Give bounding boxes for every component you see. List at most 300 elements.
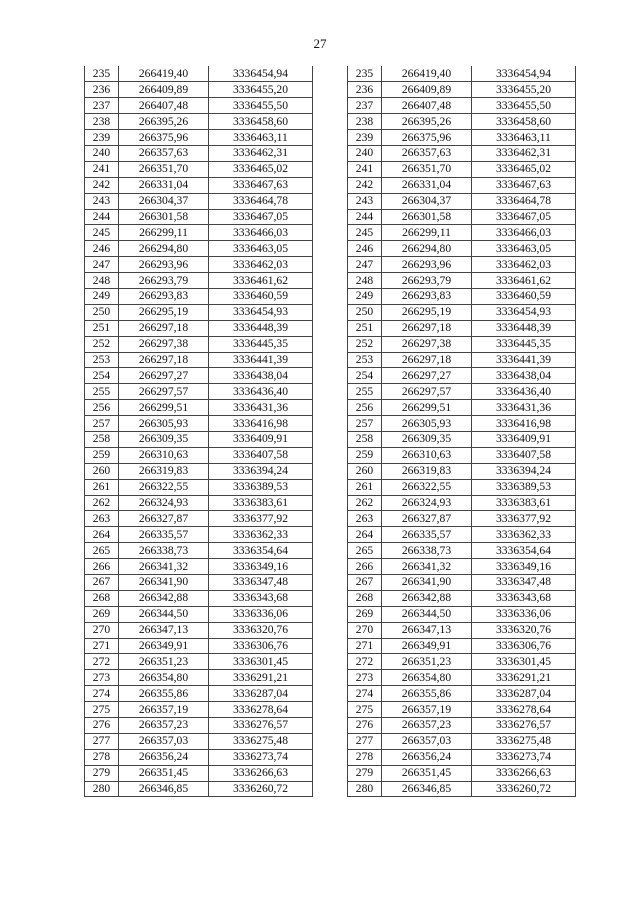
x-coordinate-cell: 266357,63 xyxy=(119,145,209,161)
y-coordinate-cell: 3336464,78 xyxy=(472,193,576,209)
x-coordinate-cell: 266294,80 xyxy=(119,241,209,257)
point-number-cell: 255 xyxy=(85,384,119,400)
y-coordinate-cell: 3336336,06 xyxy=(472,606,576,622)
x-coordinate-cell: 266297,18 xyxy=(382,320,472,336)
point-number-cell: 264 xyxy=(85,527,119,543)
x-coordinate-cell: 266349,91 xyxy=(119,638,209,654)
point-number-cell: 245 xyxy=(85,225,119,241)
table-row xyxy=(85,114,313,130)
x-coordinate-cell: 266355,86 xyxy=(382,686,472,702)
x-coordinate-cell: 266331,04 xyxy=(119,177,209,193)
table-row xyxy=(348,447,576,463)
point-number-cell: 267 xyxy=(85,575,119,591)
point-number-cell: 247 xyxy=(85,257,119,273)
table-row xyxy=(85,336,313,352)
point-number-cell: 279 xyxy=(348,765,382,781)
x-coordinate-cell: 266409,89 xyxy=(119,82,209,98)
y-coordinate-cell: 3336354,64 xyxy=(209,543,313,559)
point-number-cell: 239 xyxy=(348,130,382,146)
x-coordinate-cell: 266357,19 xyxy=(119,702,209,718)
x-coordinate-cell: 266341,90 xyxy=(119,575,209,591)
x-coordinate-cell: 266357,63 xyxy=(382,145,472,161)
table-row xyxy=(85,98,313,114)
x-coordinate-cell: 266331,04 xyxy=(382,177,472,193)
table-row xyxy=(348,241,576,257)
table-row xyxy=(348,575,576,591)
y-coordinate-cell: 3336436,40 xyxy=(209,384,313,400)
x-coordinate-cell: 266347,13 xyxy=(382,622,472,638)
y-coordinate-cell: 3336463,11 xyxy=(209,130,313,146)
table-row xyxy=(85,543,313,559)
y-coordinate-cell: 3336467,63 xyxy=(209,177,313,193)
y-coordinate-cell: 3336458,60 xyxy=(209,114,313,130)
table-row xyxy=(348,225,576,241)
point-number-cell: 252 xyxy=(348,336,382,352)
point-number-cell: 235 xyxy=(348,66,382,82)
x-coordinate-cell: 266354,80 xyxy=(382,670,472,686)
y-coordinate-cell: 3336278,64 xyxy=(209,702,313,718)
point-number-cell: 244 xyxy=(85,209,119,225)
y-coordinate-cell: 3336394,24 xyxy=(209,463,313,479)
point-number-cell: 248 xyxy=(348,273,382,289)
table-row xyxy=(348,66,576,82)
point-number-cell: 279 xyxy=(85,765,119,781)
x-coordinate-cell: 266304,37 xyxy=(119,193,209,209)
y-coordinate-cell: 3336409,91 xyxy=(209,431,313,447)
y-coordinate-cell: 3336273,74 xyxy=(472,749,576,765)
point-number-cell: 261 xyxy=(85,479,119,495)
point-number-cell: 252 xyxy=(85,336,119,352)
table-row xyxy=(348,98,576,114)
table-row xyxy=(348,130,576,146)
y-coordinate-cell: 3336377,92 xyxy=(472,511,576,527)
y-coordinate-cell: 3336455,50 xyxy=(472,98,576,114)
y-coordinate-cell: 3336320,76 xyxy=(209,622,313,638)
table-row xyxy=(85,273,313,289)
table-row xyxy=(85,66,313,82)
y-coordinate-cell: 3336462,03 xyxy=(209,257,313,273)
point-number-cell: 241 xyxy=(85,161,119,177)
point-number-cell: 277 xyxy=(348,733,382,749)
point-number-cell: 241 xyxy=(348,161,382,177)
table-row xyxy=(348,257,576,273)
table-row xyxy=(348,765,576,781)
table-row xyxy=(348,559,576,575)
table-row xyxy=(348,209,576,225)
y-coordinate-cell: 3336455,20 xyxy=(209,82,313,98)
y-coordinate-cell: 3336467,05 xyxy=(472,209,576,225)
table-row xyxy=(348,416,576,432)
y-coordinate-cell: 3336266,63 xyxy=(472,765,576,781)
x-coordinate-cell: 266309,35 xyxy=(119,431,209,447)
point-number-cell: 266 xyxy=(85,559,119,575)
x-coordinate-cell: 266351,45 xyxy=(119,765,209,781)
point-number-cell: 268 xyxy=(85,590,119,606)
x-coordinate-cell: 266310,63 xyxy=(382,447,472,463)
y-coordinate-cell: 3336464,78 xyxy=(209,193,313,209)
point-number-cell: 238 xyxy=(348,114,382,130)
table-row xyxy=(85,559,313,575)
x-coordinate-cell: 266346,85 xyxy=(119,781,209,797)
y-coordinate-cell: 3336407,58 xyxy=(209,447,313,463)
table-row xyxy=(348,543,576,559)
x-coordinate-cell: 266395,26 xyxy=(119,114,209,130)
x-coordinate-cell: 266297,18 xyxy=(119,352,209,368)
y-coordinate-cell: 3336291,21 xyxy=(472,670,576,686)
table-row xyxy=(348,590,576,606)
x-coordinate-cell: 266356,24 xyxy=(382,749,472,765)
table-row xyxy=(348,273,576,289)
table-row xyxy=(348,638,576,654)
table-row xyxy=(348,781,576,797)
y-coordinate-cell: 3336455,20 xyxy=(472,82,576,98)
point-number-cell: 240 xyxy=(348,145,382,161)
x-coordinate-cell: 266293,79 xyxy=(382,273,472,289)
x-coordinate-cell: 266351,23 xyxy=(382,654,472,670)
x-coordinate-cell: 266341,32 xyxy=(382,559,472,575)
table-row xyxy=(85,654,313,670)
y-coordinate-cell: 3336287,04 xyxy=(472,686,576,702)
x-coordinate-cell: 266322,55 xyxy=(382,479,472,495)
point-number-cell: 280 xyxy=(348,781,382,797)
point-number-cell: 246 xyxy=(348,241,382,257)
x-coordinate-cell: 266344,50 xyxy=(382,606,472,622)
table-row xyxy=(85,781,313,797)
y-coordinate-cell: 3336394,24 xyxy=(472,463,576,479)
y-coordinate-cell: 3336461,62 xyxy=(472,273,576,289)
table-row xyxy=(85,130,313,146)
table-row xyxy=(85,479,313,495)
point-number-cell: 250 xyxy=(85,304,119,320)
point-number-cell: 264 xyxy=(348,527,382,543)
table-row xyxy=(85,288,313,304)
y-coordinate-cell: 3336362,33 xyxy=(209,527,313,543)
y-coordinate-cell: 3336441,39 xyxy=(209,352,313,368)
point-number-cell: 274 xyxy=(85,686,119,702)
x-coordinate-cell: 266341,32 xyxy=(119,559,209,575)
table-row xyxy=(348,288,576,304)
point-number-cell: 270 xyxy=(348,622,382,638)
point-number-cell: 243 xyxy=(85,193,119,209)
table-row xyxy=(348,654,576,670)
point-number-cell: 248 xyxy=(85,273,119,289)
table-row xyxy=(85,177,313,193)
x-coordinate-cell: 266341,90 xyxy=(382,575,472,591)
table-row xyxy=(85,368,313,384)
point-number-cell: 242 xyxy=(348,177,382,193)
table-row xyxy=(85,304,313,320)
point-number-cell: 246 xyxy=(85,241,119,257)
point-number-cell: 238 xyxy=(85,114,119,130)
y-coordinate-cell: 3336273,74 xyxy=(209,749,313,765)
table-row xyxy=(85,590,313,606)
y-coordinate-cell: 3336458,60 xyxy=(472,114,576,130)
y-coordinate-cell: 3336454,94 xyxy=(472,66,576,82)
point-number-cell: 237 xyxy=(348,98,382,114)
point-number-cell: 271 xyxy=(85,638,119,654)
y-coordinate-cell: 3336266,63 xyxy=(209,765,313,781)
point-number-cell: 268 xyxy=(348,590,382,606)
point-number-cell: 278 xyxy=(85,749,119,765)
y-coordinate-cell: 3336462,31 xyxy=(472,145,576,161)
table-row xyxy=(348,431,576,447)
point-number-cell: 249 xyxy=(85,288,119,304)
x-coordinate-cell: 266409,89 xyxy=(382,82,472,98)
point-number-cell: 256 xyxy=(348,400,382,416)
point-number-cell: 259 xyxy=(348,447,382,463)
table-row xyxy=(348,114,576,130)
x-coordinate-cell: 266351,70 xyxy=(382,161,472,177)
x-coordinate-cell: 266351,45 xyxy=(382,765,472,781)
y-coordinate-cell: 3336336,06 xyxy=(209,606,313,622)
point-number-cell: 272 xyxy=(85,654,119,670)
point-number-cell: 254 xyxy=(348,368,382,384)
x-coordinate-cell: 266395,26 xyxy=(382,114,472,130)
x-coordinate-cell: 266319,83 xyxy=(119,463,209,479)
y-coordinate-cell: 3336347,48 xyxy=(209,575,313,591)
y-coordinate-cell: 3336462,03 xyxy=(472,257,576,273)
y-coordinate-cell: 3336301,45 xyxy=(209,654,313,670)
table-row xyxy=(348,463,576,479)
x-coordinate-cell: 266297,38 xyxy=(119,336,209,352)
x-coordinate-cell: 266407,48 xyxy=(119,98,209,114)
table-row xyxy=(348,384,576,400)
table-row xyxy=(85,384,313,400)
y-coordinate-cell: 3336466,03 xyxy=(209,225,313,241)
point-number-cell: 263 xyxy=(348,511,382,527)
coordinates-table-left xyxy=(84,66,313,797)
point-number-cell: 273 xyxy=(85,670,119,686)
y-coordinate-cell: 3336454,93 xyxy=(209,304,313,320)
table-row xyxy=(85,193,313,209)
x-coordinate-cell: 266344,50 xyxy=(119,606,209,622)
y-coordinate-cell: 3336343,68 xyxy=(209,590,313,606)
x-coordinate-cell: 266322,55 xyxy=(119,479,209,495)
x-coordinate-cell: 266419,40 xyxy=(382,66,472,82)
point-number-cell: 276 xyxy=(348,718,382,734)
y-coordinate-cell: 3336306,76 xyxy=(472,638,576,654)
coordinates-table-right xyxy=(347,66,576,797)
table-row xyxy=(348,177,576,193)
y-coordinate-cell: 3336455,50 xyxy=(209,98,313,114)
y-coordinate-cell: 3336275,48 xyxy=(209,733,313,749)
y-coordinate-cell: 3336362,33 xyxy=(472,527,576,543)
y-coordinate-cell: 3336454,93 xyxy=(472,304,576,320)
y-coordinate-cell: 3336467,05 xyxy=(209,209,313,225)
point-number-cell: 272 xyxy=(348,654,382,670)
table-row xyxy=(85,718,313,734)
table-row xyxy=(85,320,313,336)
x-coordinate-cell: 266419,40 xyxy=(119,66,209,82)
point-number-cell: 244 xyxy=(348,209,382,225)
x-coordinate-cell: 266299,11 xyxy=(382,225,472,241)
table-row xyxy=(85,606,313,622)
point-number-cell: 259 xyxy=(85,447,119,463)
y-coordinate-cell: 3336448,39 xyxy=(472,320,576,336)
x-coordinate-cell: 266327,87 xyxy=(382,511,472,527)
point-number-cell: 247 xyxy=(348,257,382,273)
table-row xyxy=(348,400,576,416)
x-coordinate-cell: 266357,23 xyxy=(119,718,209,734)
x-coordinate-cell: 266305,93 xyxy=(119,416,209,432)
x-coordinate-cell: 266351,23 xyxy=(119,654,209,670)
x-coordinate-cell: 266293,83 xyxy=(382,288,472,304)
x-coordinate-cell: 266293,96 xyxy=(382,257,472,273)
y-coordinate-cell: 3336431,36 xyxy=(209,400,313,416)
point-number-cell: 258 xyxy=(348,431,382,447)
x-coordinate-cell: 266375,96 xyxy=(119,130,209,146)
point-number-cell: 235 xyxy=(85,66,119,82)
y-coordinate-cell: 3336260,72 xyxy=(209,781,313,797)
point-number-cell: 257 xyxy=(85,416,119,432)
point-number-cell: 237 xyxy=(85,98,119,114)
table-row xyxy=(348,336,576,352)
y-coordinate-cell: 3336291,21 xyxy=(209,670,313,686)
y-coordinate-cell: 3336467,63 xyxy=(472,177,576,193)
point-number-cell: 273 xyxy=(348,670,382,686)
y-coordinate-cell: 3336354,64 xyxy=(472,543,576,559)
y-coordinate-cell: 3336460,59 xyxy=(209,288,313,304)
x-coordinate-cell: 266309,35 xyxy=(382,431,472,447)
x-coordinate-cell: 266293,79 xyxy=(119,273,209,289)
point-number-cell: 278 xyxy=(348,749,382,765)
table-row xyxy=(348,352,576,368)
point-number-cell: 263 xyxy=(85,511,119,527)
y-coordinate-cell: 3336445,35 xyxy=(209,336,313,352)
x-coordinate-cell: 266324,93 xyxy=(382,495,472,511)
table-row xyxy=(85,702,313,718)
y-coordinate-cell: 3336448,39 xyxy=(209,320,313,336)
x-coordinate-cell: 266301,58 xyxy=(382,209,472,225)
table-row xyxy=(85,733,313,749)
y-coordinate-cell: 3336287,04 xyxy=(209,686,313,702)
point-number-cell: 249 xyxy=(348,288,382,304)
table-row xyxy=(85,257,313,273)
y-coordinate-cell: 3336460,59 xyxy=(472,288,576,304)
y-coordinate-cell: 3336438,04 xyxy=(209,368,313,384)
x-coordinate-cell: 266349,91 xyxy=(382,638,472,654)
table-row xyxy=(348,702,576,718)
point-number-cell: 266 xyxy=(348,559,382,575)
table-row xyxy=(85,495,313,511)
table-row xyxy=(85,765,313,781)
x-coordinate-cell: 266295,19 xyxy=(382,304,472,320)
table-row xyxy=(85,638,313,654)
y-coordinate-cell: 3336461,62 xyxy=(209,273,313,289)
y-coordinate-cell: 3336463,05 xyxy=(472,241,576,257)
page-number: 27 xyxy=(313,36,327,51)
point-number-cell: 269 xyxy=(85,606,119,622)
x-coordinate-cell: 266357,23 xyxy=(382,718,472,734)
point-number-cell: 265 xyxy=(348,543,382,559)
point-number-cell: 250 xyxy=(348,304,382,320)
x-coordinate-cell: 266297,27 xyxy=(382,368,472,384)
point-number-cell: 256 xyxy=(85,400,119,416)
point-number-cell: 262 xyxy=(85,495,119,511)
point-number-cell: 240 xyxy=(85,145,119,161)
table-row xyxy=(85,463,313,479)
point-number-cell: 243 xyxy=(348,193,382,209)
x-coordinate-cell: 266297,27 xyxy=(119,368,209,384)
y-coordinate-cell: 3336278,64 xyxy=(472,702,576,718)
y-coordinate-cell: 3336441,39 xyxy=(472,352,576,368)
point-number-cell: 265 xyxy=(85,543,119,559)
table-row xyxy=(85,670,313,686)
table-row xyxy=(85,575,313,591)
y-coordinate-cell: 3336407,58 xyxy=(472,447,576,463)
table-row xyxy=(85,511,313,527)
y-coordinate-cell: 3336383,61 xyxy=(472,495,576,511)
point-number-cell: 251 xyxy=(348,320,382,336)
point-number-cell: 271 xyxy=(348,638,382,654)
x-coordinate-cell: 266299,51 xyxy=(382,400,472,416)
x-coordinate-cell: 266347,13 xyxy=(119,622,209,638)
point-number-cell: 254 xyxy=(85,368,119,384)
x-coordinate-cell: 266351,70 xyxy=(119,161,209,177)
point-number-cell: 255 xyxy=(348,384,382,400)
x-coordinate-cell: 266301,58 xyxy=(119,209,209,225)
table-row xyxy=(348,495,576,511)
x-coordinate-cell: 266299,51 xyxy=(119,400,209,416)
y-coordinate-cell: 3336377,92 xyxy=(209,511,313,527)
table-row xyxy=(348,749,576,765)
y-coordinate-cell: 3336275,48 xyxy=(472,733,576,749)
y-coordinate-cell: 3336463,11 xyxy=(472,130,576,146)
table-row xyxy=(348,479,576,495)
x-coordinate-cell: 266342,88 xyxy=(119,590,209,606)
x-coordinate-cell: 266304,37 xyxy=(382,193,472,209)
y-coordinate-cell: 3336465,02 xyxy=(472,161,576,177)
x-coordinate-cell: 266342,88 xyxy=(382,590,472,606)
point-number-cell: 261 xyxy=(348,479,382,495)
table-row xyxy=(85,352,313,368)
x-coordinate-cell: 266297,18 xyxy=(119,320,209,336)
y-coordinate-cell: 3336389,53 xyxy=(209,479,313,495)
x-coordinate-cell: 266319,83 xyxy=(382,463,472,479)
y-coordinate-cell: 3336276,57 xyxy=(472,718,576,734)
point-number-cell: 253 xyxy=(85,352,119,368)
table-row xyxy=(85,145,313,161)
y-coordinate-cell: 3336301,45 xyxy=(472,654,576,670)
table-row xyxy=(348,686,576,702)
x-coordinate-cell: 266295,19 xyxy=(119,304,209,320)
table-row xyxy=(348,606,576,622)
table-row xyxy=(348,670,576,686)
point-number-cell: 236 xyxy=(85,82,119,98)
x-coordinate-cell: 266297,38 xyxy=(382,336,472,352)
table-row xyxy=(85,241,313,257)
y-coordinate-cell: 3336416,98 xyxy=(472,416,576,432)
y-coordinate-cell: 3336416,98 xyxy=(209,416,313,432)
y-coordinate-cell: 3336349,16 xyxy=(209,559,313,575)
point-number-cell: 280 xyxy=(85,781,119,797)
y-coordinate-cell: 3336349,16 xyxy=(472,559,576,575)
table-row xyxy=(348,145,576,161)
point-number-cell: 245 xyxy=(348,225,382,241)
point-number-cell: 277 xyxy=(85,733,119,749)
x-coordinate-cell: 266310,63 xyxy=(119,447,209,463)
point-number-cell: 267 xyxy=(348,575,382,591)
y-coordinate-cell: 3336383,61 xyxy=(209,495,313,511)
y-coordinate-cell: 3336320,76 xyxy=(472,622,576,638)
point-number-cell: 270 xyxy=(85,622,119,638)
x-coordinate-cell: 266297,57 xyxy=(382,384,472,400)
table-row xyxy=(85,400,313,416)
table-row xyxy=(85,161,313,177)
point-number-cell: 269 xyxy=(348,606,382,622)
table-row xyxy=(85,622,313,638)
x-coordinate-cell: 266338,73 xyxy=(119,543,209,559)
